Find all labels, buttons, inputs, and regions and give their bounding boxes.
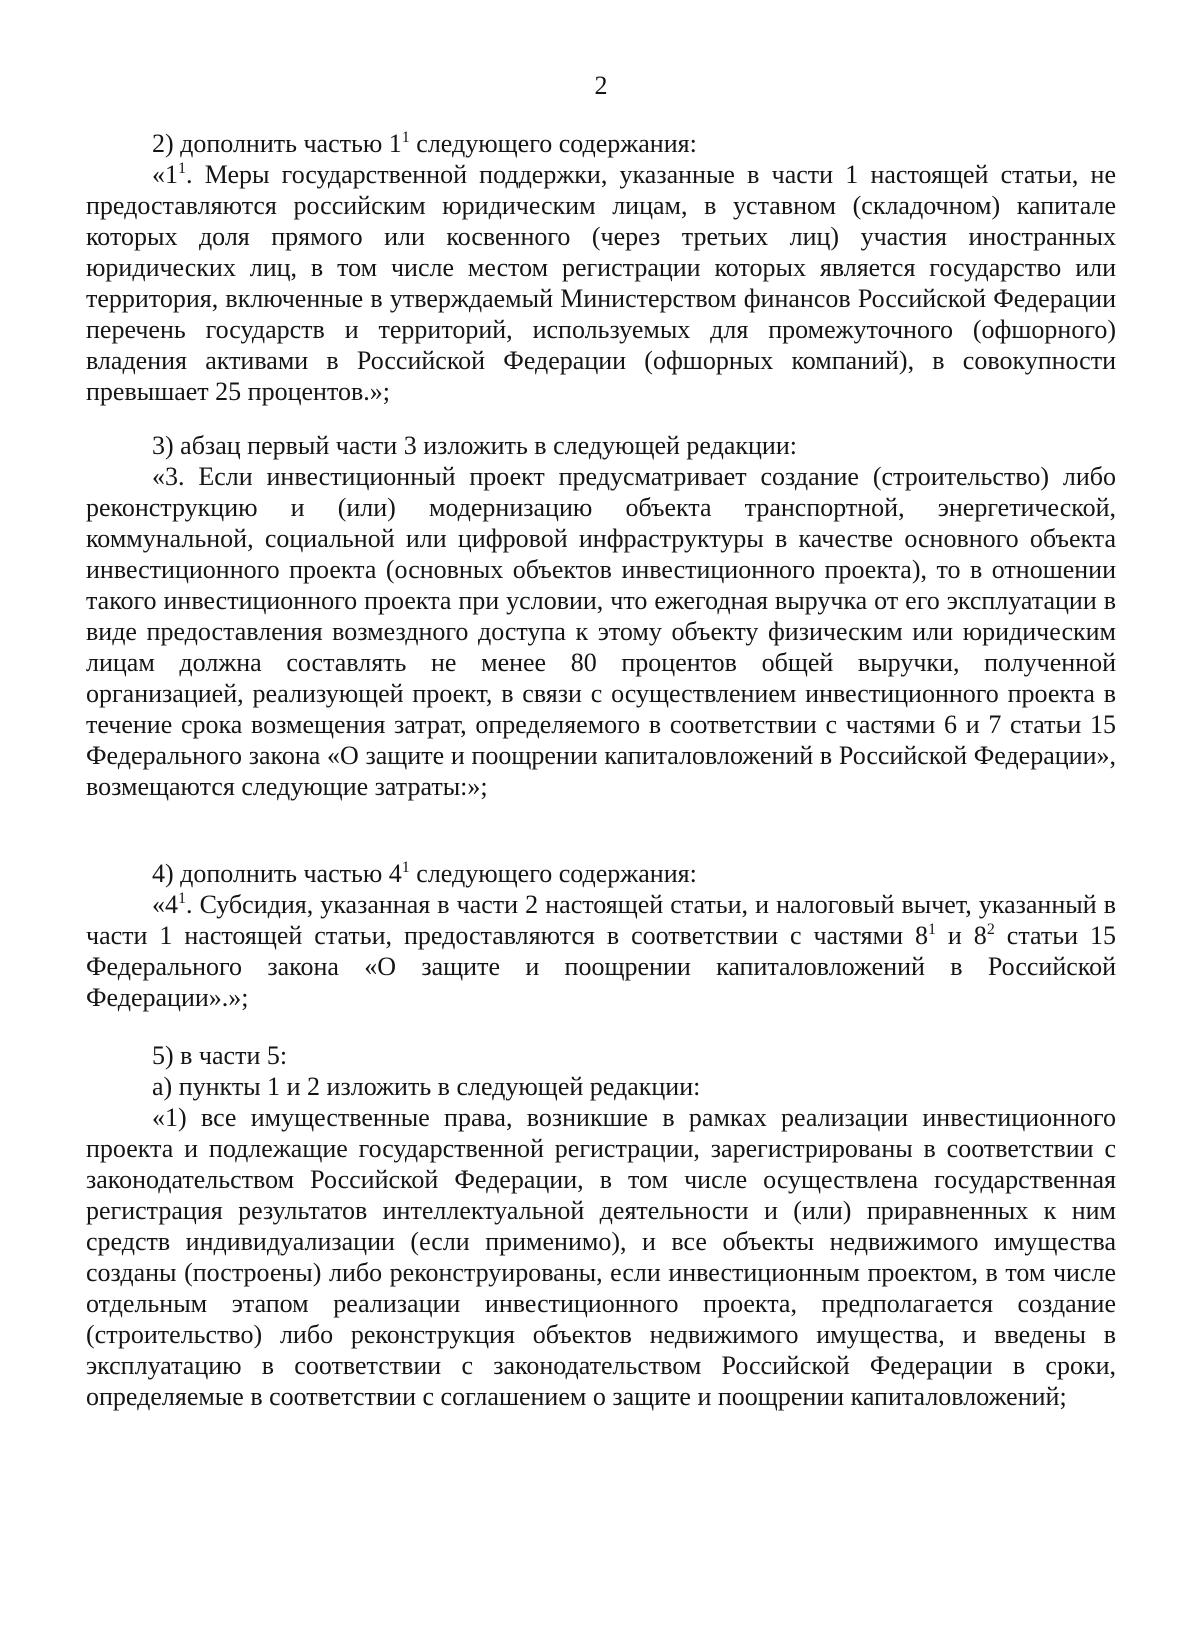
section-heading: 3) абзац первый части 3 изложить в следующей редакции: [152, 431, 797, 460]
section-heading: 5) в части 5: [152, 1041, 288, 1070]
section-text: «$1^1$. Меры государственной поддержки, указанные в части 1 настоящей статьи, не предоставляются российским юридическим лицам, в уставном (складочном) капитале которых доля прямого или косвенного (через третьих лиц) участия иностранных юридических лиц, в том числе местом регистрации которых является государство или территория, включенные в утверждаемый Министерством финансов Российской Федерации перечень государств и территорий, используемых для промежуточного (офшорного) владения активами в Российской Федерации (офшорных компаний), в совокупности превышает 25 процентов.»; [86, 160, 1116, 406]
section-heading: 2) дополнить частью $1^1$ следующего содержания: [152, 129, 697, 158]
section-heading: 4) дополнить частью $4^1$ следующего содержания: [152, 859, 697, 888]
section-3 [86, 430, 1116, 802]
section-text: «$4^1$. Субсидия, указанная в части 2 настоящей статьи, и налоговый вычет, указанный в части 1 настоящей статьи, предоставляются в соответствии с частями $8^1$ и $8^2$ статьи 15 Федерального закона «О защите и поощрении капиталовложений в Российской Федерации».»; [86, 890, 1116, 1012]
section-2 [86, 128, 1116, 407]
section-text: «3. Если инвестиционный проект предусматривает создание (строительство) либо реконструкцию и (или) модернизацию объекта транспортной, энергетической, коммунальной, социальной или цифровой инфраструктуры в качестве основного объекта инвестиционного проекта (основных объектов инвестиционного проекта), то в отношении такого инвестиционного проекта при условии, что ежегодная выручка от его эксплуатации в виде предоставления возмездного доступа к этому объекту физическим или юридическим лицам должна составлять не менее 80 процентов общей выручки, полученной организацией, реализующей проект, в связи с осуществлением инвестиционного проекта в течение срока возмещения затрат, определяемого в соответствии с частями 6 и 7 статьи 15 Федерального закона «О защите и поощрении капиталовложений в Российской Федерации», возмещаются следующие затраты:»; [86, 462, 1116, 801]
section-subheading: а) пункты 1 и 2 изложить в следующей редакции: [152, 1072, 701, 1101]
section-4 [86, 858, 1116, 1013]
section-5 [86, 1040, 1116, 1412]
page-number: 2 [594, 71, 608, 100]
section-text: «1) все имущественные права, возникшие в рамках реализации инвестиционного проекта и подлежащие государственной регистрации, зарегистрированы в соответствии с законодательством Российской Федерации, в том числе осуществлена государственная регистрация результатов интеллектуальной деятельности и (или) приравненных к ним средств индивидуализации (если применимо), и все объекты недвижимого имущества созданы (построены) либо реконструированы, если инвестиционным проектом, в том числе отдельным этапом реализации инвестиционного проекта, предполагается создание (строительство) либо реконструкция объектов недвижимого имущества, и введены в эксплуатацию в соответствии с законодательством Российской Федерации в сроки, определяемые в соответствии с соглашением о защите и поощрении капиталовложений; [86, 1103, 1116, 1411]
